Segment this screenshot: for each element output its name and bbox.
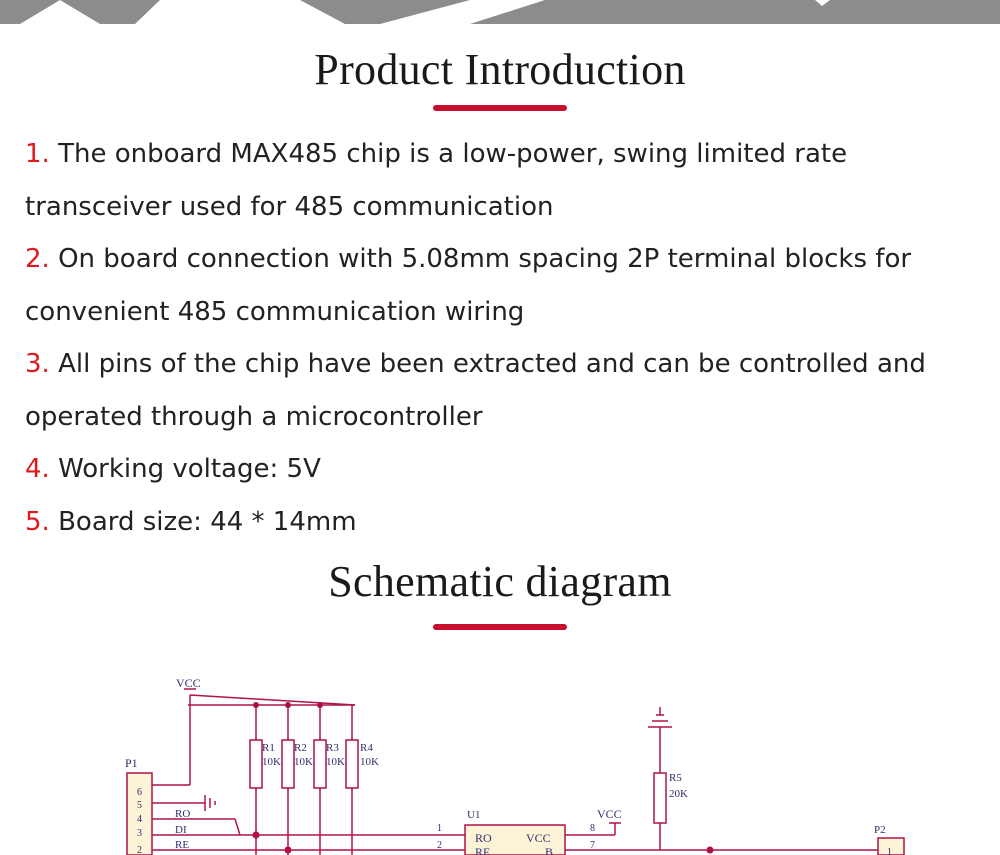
p1-pin5: 5 xyxy=(137,800,142,811)
u1-pin-re: RE xyxy=(475,845,491,855)
p1-pin3: 3 xyxy=(137,828,142,839)
r5-value: 20K xyxy=(669,788,688,800)
schematic-title-underline xyxy=(433,624,567,630)
top-banner xyxy=(0,0,1000,26)
u1-num-2: 2 xyxy=(437,840,442,851)
r5-label: R5 xyxy=(669,772,682,784)
r2-label: R2 xyxy=(294,742,307,754)
u1-num-7: 7 xyxy=(590,840,595,851)
feature-line: transceiver used for 485 communication xyxy=(25,191,554,222)
intro-title: Product Introduction xyxy=(314,45,686,94)
u1-pin-vcc: VCC xyxy=(526,831,551,845)
feature-line: 1. The onboard MAX485 chip is a low-power, swing limited rate xyxy=(25,139,848,169)
u1-label: U1 xyxy=(467,809,481,821)
p1-pin4: 4 xyxy=(137,814,142,825)
r1-value: 10K xyxy=(262,756,281,768)
schematic-diagram xyxy=(0,655,1000,855)
net-di-label: DI xyxy=(175,824,187,836)
r3-value: 10K xyxy=(326,756,345,768)
feature-line: 4. Working voltage: 5V xyxy=(25,454,321,484)
schematic-title: Schematic diagram xyxy=(328,557,672,606)
u1-pin-b: B xyxy=(545,845,554,855)
r1-label: R1 xyxy=(262,742,275,754)
vcc-u1-label: VCC xyxy=(597,807,622,821)
r4-value: 10K xyxy=(360,756,379,768)
p1-label: P1 xyxy=(125,756,138,770)
p1-pin2: 2 xyxy=(137,845,142,855)
u1-num-1: 1 xyxy=(437,823,442,834)
p2-label: P2 xyxy=(874,824,886,836)
u1-num-8: 8 xyxy=(590,823,595,834)
u1-pin-ro: RO xyxy=(475,831,492,845)
p2-pin1: 1 xyxy=(887,847,892,855)
net-ro-label: RO xyxy=(175,808,191,820)
r2-value: 10K xyxy=(294,756,313,768)
r3-label: R3 xyxy=(326,742,339,754)
p1-pin6: 6 xyxy=(137,787,142,798)
intro-title-underline xyxy=(433,105,567,111)
feature-line: 2. On board connection with 5.08mm spacing 2P terminal blocks for xyxy=(25,244,912,274)
net-re-label: RE xyxy=(175,839,190,851)
feature-line: 3. All pins of the chip have been extracted and can be controlled and xyxy=(25,349,926,379)
feature-list xyxy=(25,128,985,548)
feature-line: operated through a microcontroller xyxy=(25,401,483,432)
vcc-left-label: VCC xyxy=(176,676,201,690)
r4-label: R4 xyxy=(360,742,373,754)
feature-line: 5. Board size: 44 * 14mm xyxy=(25,506,357,537)
feature-line: convenient 485 communication wiring xyxy=(25,296,525,327)
